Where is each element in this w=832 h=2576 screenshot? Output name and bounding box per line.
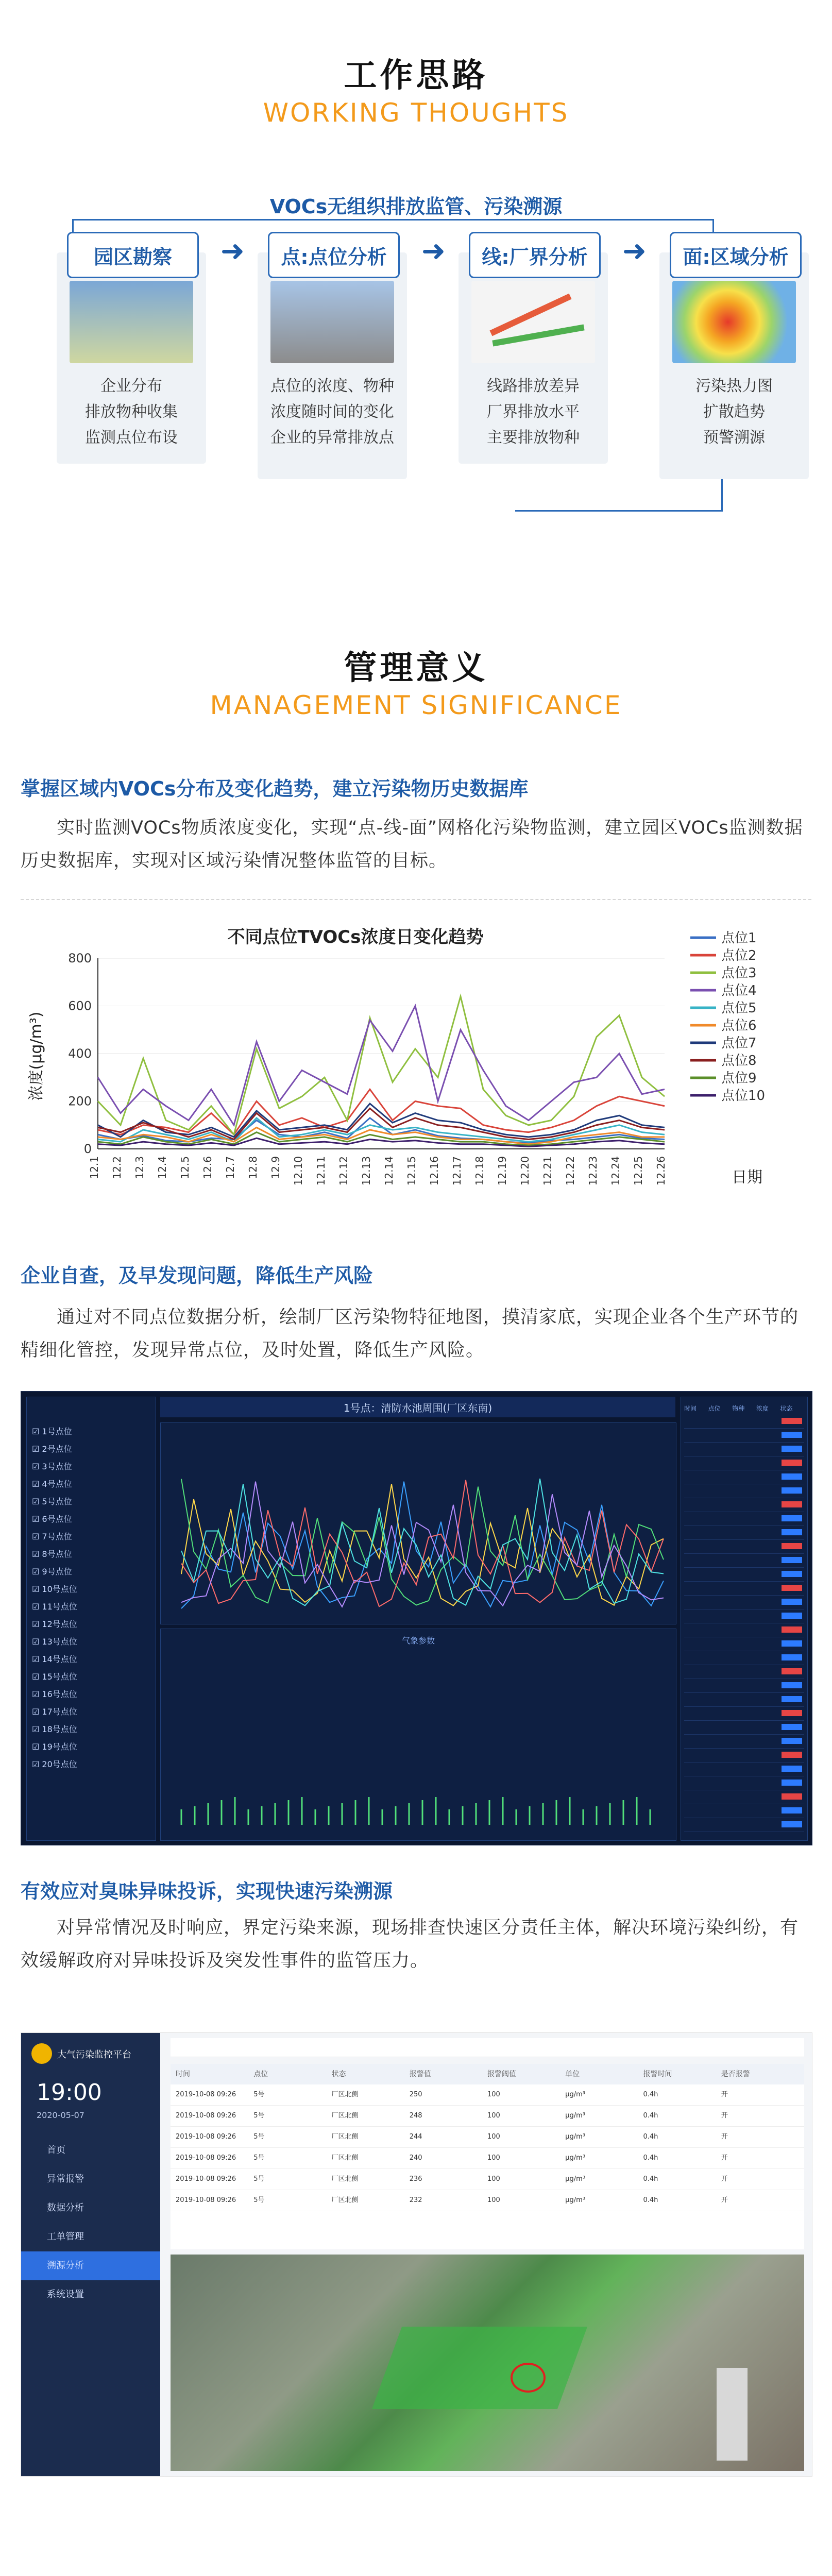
legend-label: 点位2 [721, 948, 757, 963]
table-row [684, 1623, 804, 1637]
table-row [684, 1582, 804, 1596]
chart-y-tick: 600 [68, 998, 92, 1013]
point-list-item[interactable]: ☑ 6号点位 [32, 1514, 72, 1524]
table-row [684, 1554, 804, 1568]
point-analysis-image [270, 281, 394, 363]
table-row [684, 1776, 804, 1790]
chart-x-tick: 12.14 [383, 1156, 395, 1186]
app-title: 大气污染监控平台 [57, 2049, 131, 2060]
monitor-dashboard-2 [21, 2032, 812, 2477]
chart-x-tick: 12.21 [541, 1156, 554, 1186]
chart-y-tick: 400 [68, 1046, 92, 1061]
arrow-right-icon: ➜ [622, 234, 647, 268]
block3-text: 对异常情况及时响应，界定污染来源，现场排查快速区分责任主体，解决环境污染纠纷，有效缓解政府对异味投诉及突发性事件的监管压力。 [21, 1918, 799, 1971]
section2-title-en: MANAGEMENT SIGNIFICANCE [210, 690, 622, 720]
sidebar-menu-item[interactable]: 工单管理 [47, 2231, 84, 2242]
chart-x-tick: 12.17 [451, 1156, 463, 1186]
point-list-item[interactable]: ☑ 16号点位 [32, 1689, 77, 1699]
weather-chart-title: 气象参数 [401, 1636, 435, 1646]
table-row [684, 1790, 804, 1804]
table-row [684, 1596, 804, 1609]
legend-label: 点位6 [721, 1018, 757, 1033]
section1-title-cn: 工作思路 [344, 57, 488, 95]
legend-label: 点位10 [721, 1088, 766, 1104]
table-row [684, 1609, 804, 1623]
chart-x-tick: 12.24 [609, 1156, 622, 1186]
chart-x-tick: 12.20 [519, 1156, 531, 1186]
date: 2020-05-07 [37, 2110, 84, 2120]
point-list-item[interactable]: ☑ 12号点位 [32, 1619, 77, 1629]
point-list-item[interactable]: ☑ 17号点位 [32, 1707, 77, 1717]
table-row [684, 1818, 804, 1832]
table-row [684, 1735, 804, 1749]
chart-x-tick: 12.22 [564, 1156, 576, 1186]
table-row[interactable]: 2019-10-08 09:26 5号 厂区北侧 240 100 μg/m³ 0.4h 开 [171, 2148, 804, 2169]
table-row [684, 1498, 804, 1512]
point-list-item[interactable]: ☑ 1号点位 [32, 1427, 72, 1436]
chart-x-tick: 12.11 [315, 1156, 327, 1186]
weather-chart-panel [160, 1629, 676, 1841]
flow-step-3: 线:厂界分析 [469, 232, 601, 278]
point-list-item[interactable]: ☑ 8号点位 [32, 1549, 72, 1559]
legend-label: 点位1 [721, 930, 757, 946]
park-survey-image [70, 281, 193, 363]
pollution-source-badge [717, 2368, 748, 2461]
chart-x-tick: 12.23 [587, 1156, 599, 1186]
chart-y-tick: 800 [68, 951, 92, 965]
chart-x-tick: 12.16 [428, 1156, 440, 1186]
table-row [684, 1429, 804, 1443]
section1-subtitle: VOCs无组织排放监管、污染溯源 [269, 195, 563, 218]
point-list-item[interactable]: ☑ 7号点位 [32, 1532, 72, 1541]
dash2-toolbar [171, 2038, 804, 2057]
block1-title: 掌握区域内VOCs分布及变化趋势，建立污染物历史数据库 [21, 777, 529, 800]
chart-x-tick: 12.4 [156, 1156, 168, 1179]
section1-title-en: WORKING THOUGHTS [263, 98, 569, 128]
block1-text: 实时监测VOCs物质浓度变化，实现“点-线-面”网格化污染物监测，建立园区VOCs监测数据历史数据库，实现对区域污染情况整体监管的目标。 [21, 818, 803, 871]
concentration-chart-panel [160, 1422, 676, 1624]
flow-card-2: 点位的浓度、物种 浓度随时间的变化 企业的异常排放点 [258, 252, 407, 479]
legend-label: 点位5 [721, 1001, 757, 1016]
chart-x-tick: 12.18 [473, 1156, 486, 1186]
chart-x-tick: 12.26 [655, 1156, 667, 1186]
table-row [684, 1512, 804, 1526]
sidebar-menu-item[interactable]: 系统设置 [47, 2289, 84, 2300]
legend-label: 点位8 [721, 1053, 757, 1069]
table-row [684, 1762, 804, 1776]
concentration-series-line [181, 1479, 664, 1605]
table-row [684, 1470, 804, 1484]
chart-x-tick: 12.25 [632, 1156, 644, 1186]
pollution-source-marker [511, 2363, 546, 2393]
factory-roof [372, 2327, 587, 2409]
chart-title: 不同点位TVOCs浓度日变化趋势 [227, 927, 484, 947]
table-row [684, 1637, 804, 1651]
table-row [684, 1443, 804, 1456]
divider [21, 899, 811, 900]
flow-step-2: 点:点位分析 [268, 232, 400, 278]
sidebar-menu-item[interactable]: 首页 [47, 2145, 65, 2156]
table-row [684, 1665, 804, 1679]
heatmap-image [672, 281, 796, 363]
chart-x-tick: 12.7 [224, 1156, 236, 1179]
app-logo-icon [31, 2043, 52, 2064]
point-list-item[interactable]: ☑ 2号点位 [32, 1444, 72, 1454]
tvoc-line-chart [21, 922, 814, 1221]
table-row[interactable]: 2019-10-08 09:26 5号 厂区北侧 250 100 μg/m³ 0.4h 开 [171, 2084, 804, 2106]
flow-step-4: 面:区域分析 [670, 232, 802, 278]
chart-x-axis-label: 日期 [732, 1168, 762, 1187]
boundary-analysis-image [471, 281, 595, 363]
chart-x-tick: 12.13 [360, 1156, 372, 1186]
chart-y-tick: 200 [68, 1094, 92, 1109]
clock: 19:00 [37, 2079, 102, 2106]
monitor-dashboard-1 [21, 1391, 812, 1845]
table-row [684, 1568, 804, 1582]
table-row [684, 1540, 804, 1554]
point-list-item[interactable]: ☑ 13号点位 [32, 1637, 77, 1647]
concentration-series-line [181, 1479, 664, 1605]
sidebar-menu-item[interactable]: 数据分析 [47, 2202, 84, 2213]
chart-x-tick: 12.5 [179, 1156, 191, 1179]
arrow-right-icon: ➜ [421, 234, 446, 268]
table-row [684, 1679, 804, 1693]
chart-x-tick: 12.19 [496, 1156, 508, 1186]
chart-x-tick: 12.6 [201, 1156, 214, 1179]
chart-series-line [98, 1006, 665, 1125]
section2-title-cn: 管理意义 [344, 649, 488, 687]
flow-bracket-bottom-line [515, 510, 723, 512]
point-list-item[interactable]: ☑ 20号点位 [32, 1759, 77, 1769]
chart-x-tick: 12.8 [247, 1156, 259, 1179]
block3-title: 有效应对臭味异味投诉，实现快速污染溯源 [21, 1880, 393, 1903]
point-list-item[interactable]: ☑ 15号点位 [32, 1672, 77, 1682]
point-list-item[interactable]: ☑ 18号点位 [32, 1724, 77, 1734]
alarm-table-panel [681, 1397, 808, 1841]
block2-title: 企业自查，及早发现问题，降低生产风险 [21, 1264, 373, 1287]
chart-x-tick: 12.10 [292, 1156, 304, 1186]
chart-x-tick: 12.1 [88, 1156, 100, 1179]
table-row [684, 1456, 804, 1470]
chart-y-axis-label: 浓度(µg/m³) [27, 1011, 45, 1101]
flow-card-4: 污染热力图 扩散趋势 预警溯源 [659, 252, 809, 479]
point-list-item[interactable]: ☑ 3号点位 [32, 1462, 72, 1471]
sidebar-menu-item[interactable]: 异常报警 [47, 2174, 84, 2184]
alarm-table-header: 时间 点位 物种 浓度 状态 [684, 1405, 793, 1412]
site-photo [171, 2255, 804, 2471]
legend-label: 点位3 [721, 965, 757, 981]
flow-card-1 [57, 252, 206, 464]
chart-x-tick: 12.9 [269, 1156, 282, 1179]
point-list-item[interactable]: ☑ 10号点位 [32, 1584, 77, 1594]
sidebar-menu-item[interactable]: 溯源分析 [21, 2251, 160, 2280]
legend-label: 点位4 [721, 983, 757, 998]
block2-text: 通过对不同点位数据分析，绘制厂区污染物特征地图，摸清家底，实现企业各个生产环节的精细化管控，发现异常点位，及时处置，降低生产风险。 [21, 1307, 799, 1361]
dash2-sidebar [21, 2033, 160, 2476]
flow-card-text: 企业分布 排放物种收集 监测点位布设 [85, 377, 178, 447]
alarm-table-header: 时间 点位 状态 报警值 报警阈值 单位 报警时间 是否报警 [171, 2064, 804, 2084]
table-row [684, 1749, 804, 1762]
point-list-panel [26, 1397, 156, 1841]
chart-x-tick: 12.12 [337, 1156, 350, 1186]
point-list-item[interactable]: ☑ 19号点位 [32, 1742, 77, 1752]
weather-bar-chart [161, 1629, 676, 1840]
flow-bracket-bottom [721, 479, 723, 510]
point-list-item[interactable]: ☑ 4号点位 [32, 1479, 72, 1489]
chart-x-tick: 12.2 [111, 1156, 123, 1179]
table-row [684, 1651, 804, 1665]
chart-x-tick: 12.3 [133, 1156, 146, 1179]
chart-y-tick: 0 [83, 1142, 92, 1156]
point-list-item[interactable]: ☑ 14号点位 [32, 1654, 77, 1664]
table-row[interactable]: 2019-10-08 09:26 5号 厂区北侧 232 100 μg/m³ 0.4h 开 [171, 2190, 804, 2211]
legend-label: 点位7 [721, 1036, 757, 1051]
point-list-item[interactable]: ☑ 5号点位 [32, 1497, 72, 1506]
flow-step-1: 园区勘察 [67, 232, 199, 278]
table-row [684, 1693, 804, 1707]
table-row [684, 1415, 804, 1429]
table-row [684, 1484, 804, 1498]
point-list-item[interactable]: ☑ 9号点位 [32, 1567, 72, 1577]
table-row [684, 1721, 804, 1735]
table-row [684, 1526, 804, 1540]
table-row[interactable]: 2019-10-08 09:26 5号 厂区北侧 236 100 μg/m³ 0.4h 开 [171, 2169, 804, 2190]
point-list-item[interactable]: ☑ 11号点位 [32, 1602, 77, 1612]
flow-card-3: 线路排放差异 厂界排放水平 主要排放物种 [459, 252, 608, 464]
table-row [684, 1804, 804, 1818]
dashboard-title: 1号点：清防水池周围(厂区东南) [160, 1397, 675, 1417]
table-row[interactable]: 2019-10-08 09:26 5号 厂区北侧 244 100 μg/m³ 0.4h 开 [171, 2127, 804, 2148]
table-row [684, 1707, 804, 1721]
chart-x-tick: 12.15 [405, 1156, 418, 1186]
arrow-right-icon: ➜ [220, 234, 245, 268]
table-row[interactable]: 2019-10-08 09:26 5号 厂区北侧 248 100 μg/m³ 0.4h 开 [171, 2106, 804, 2127]
legend-label: 点位9 [721, 1071, 757, 1086]
concentration-chart [161, 1423, 676, 1624]
